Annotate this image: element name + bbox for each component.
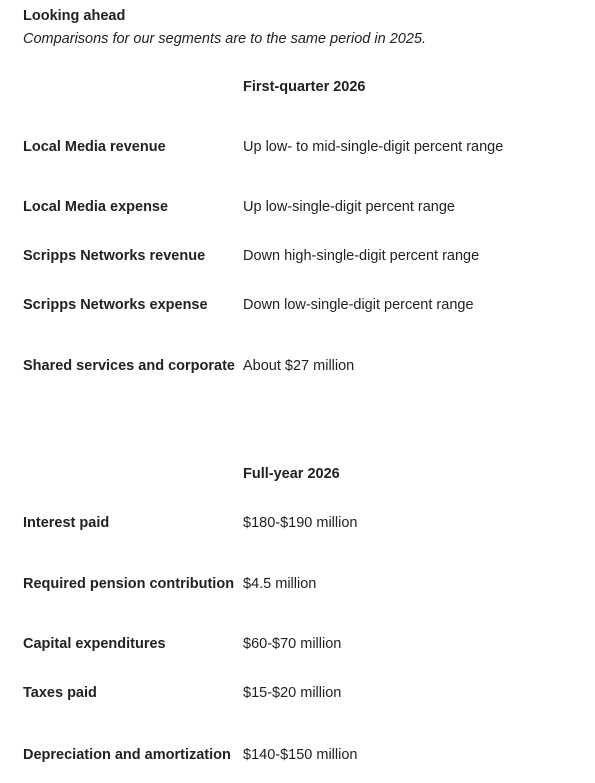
row-label: Capital expenditures [23,636,166,652]
table-row [23,245,543,268]
row-value: Up low- to mid-single-digit percent range [243,139,504,155]
row-label: Depreciation and amortization [23,747,231,763]
table-row [23,512,543,535]
row-label: Required pension contribution [23,576,235,592]
table-row [23,682,543,705]
table-row [23,294,543,317]
row-value: Down high-single-digit percent range [243,248,480,264]
first-quarter-column-header: First-quarter 2026 [243,79,366,95]
table-row [23,732,543,779]
table-row [23,124,543,171]
row-label: Local Media expense [23,199,169,215]
table-row [23,561,543,608]
row-value: $180-$190 million [243,515,358,531]
table-row [23,196,543,219]
row-value: Up low-single-digit percent range [243,199,455,215]
full-year-column-header: Full-year 2026 [243,466,340,482]
section-subheading: Comparisons for our segments are to the same period in 2025. [23,31,426,47]
section-heading: Looking ahead [23,8,126,24]
row-label: Interest paid [23,515,110,531]
row-value: $15-$20 million [243,685,342,701]
row-label: Local Media revenue [23,139,166,155]
row-value: About $27 million [243,358,355,374]
row-value: $4.5 million [243,576,317,592]
row-label: Taxes paid [23,685,97,701]
row-value: $60-$70 million [243,636,342,652]
table-row [23,633,543,656]
row-label: Shared services and corporate [23,358,235,374]
row-value: $140-$150 million [243,747,358,763]
table-row [23,343,543,390]
row-label: Scripps Networks revenue [23,248,206,264]
row-value: Down low-single-digit percent range [243,297,474,313]
row-label: Scripps Networks expense [23,297,208,313]
